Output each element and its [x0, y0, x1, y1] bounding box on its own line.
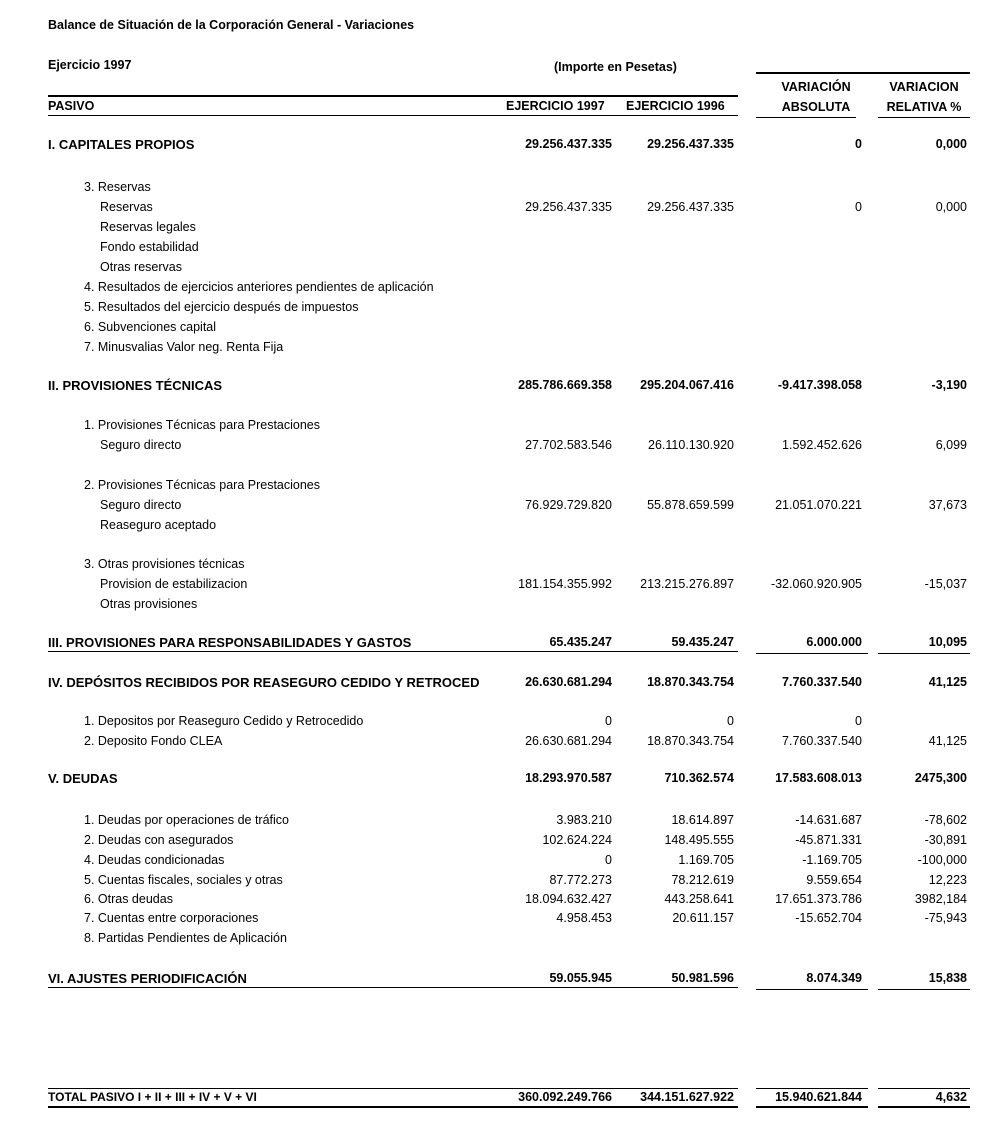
- value-1996-cell: 1.169.705: [678, 853, 734, 867]
- row-label: 2. Deposito Fondo CLEA: [84, 734, 223, 748]
- value-1996-cell: 295.204.067.416: [640, 378, 734, 392]
- variation-absolute-cell: -15.652.704: [795, 911, 862, 925]
- value-1997-cell: 65.435.247: [549, 635, 612, 649]
- row-label: 1. Provisiones Técnicas para Prestaciones: [84, 418, 320, 432]
- row-label: 8. Partidas Pendientes de Aplicación: [84, 931, 287, 945]
- row-label: 6. Otras deudas: [84, 892, 173, 906]
- variation-absolute-cell: 7.760.337.540: [782, 675, 862, 689]
- value-1996-cell: 18.614.897: [671, 813, 734, 827]
- value-1996-cell: 29.256.437.335: [647, 200, 734, 214]
- row-label: 6. Subvenciones capital: [84, 320, 217, 334]
- total-value-1997: 360.092.249.766: [518, 1090, 612, 1104]
- variation-relative-cell: 0,000: [935, 137, 967, 151]
- variation-absolute-cell: -32.060.920.905: [770, 577, 862, 591]
- value-1996-cell: 20.611.157: [672, 911, 734, 925]
- header-var-rel-line2: RELATIVA %: [886, 100, 962, 114]
- variation-header-top-rule: [756, 72, 970, 74]
- value-1996-cell: 78.212.619: [671, 873, 734, 887]
- value-1997-cell: 27.702.583.546: [525, 438, 612, 452]
- header-var-abs-line2: ABSOLUTA: [781, 100, 851, 114]
- variation-absolute-cell: 7.760.337.540: [782, 734, 862, 748]
- variation-relative-cell: -3,190: [931, 378, 967, 392]
- row-label: 5. Resultados del ejercicio después de impuestos: [84, 300, 359, 314]
- row-label: Seguro directo: [100, 438, 182, 452]
- header-var-rel-rule: [878, 117, 970, 118]
- variation-absolute-cell: 17.583.608.013: [775, 771, 862, 785]
- variation-absolute-cell: 0: [855, 200, 862, 214]
- variation-absolute-cell: 21.051.070.221: [775, 498, 862, 512]
- variation-absolute-cell: 6.000.000: [806, 635, 862, 649]
- row-label: 1. Depositos por Reaseguro Cedido y Retrocedido: [84, 714, 364, 728]
- variation-relative-cell: -78,602: [924, 813, 967, 827]
- total-bottom-rule: [48, 1106, 738, 1108]
- value-1997-cell: 26.630.681.294: [525, 734, 612, 748]
- row-label: Reservas: [100, 200, 153, 214]
- value-1996-cell: 59.435.247: [671, 635, 734, 649]
- variation-relative-cell: 41,125: [928, 675, 967, 689]
- variation-relative-cell: 10,095: [928, 635, 967, 649]
- value-1996-cell: 29.256.437.335: [647, 137, 734, 151]
- year-label: Ejercicio 1997: [48, 58, 132, 72]
- value-1996-cell: 50.981.596: [671, 971, 734, 985]
- header-var-abs-line1: VARIACIÓN: [781, 80, 851, 94]
- total-abs-bottom-rule: [756, 1106, 868, 1108]
- section-label: V. DEUDAS: [48, 771, 118, 786]
- row-label: 7. Cuentas entre corporaciones: [84, 911, 259, 925]
- header-var-rel-line1: VARIACION: [889, 80, 959, 94]
- variation-absolute-cell: 8.074.349: [806, 971, 862, 985]
- row-label: 1. Deudas por operaciones de tráfico: [84, 813, 289, 827]
- section-label: III. PROVISIONES PARA RESPONSABILIDADES Y GASTOS: [48, 635, 412, 650]
- value-1997-cell: 76.929.729.820: [525, 498, 612, 512]
- variation-relative-cell: -30,891: [924, 833, 967, 847]
- row-label: Provision de estabilizacion: [100, 577, 248, 591]
- variation-absolute-cell: 17.651.373.786: [775, 892, 862, 906]
- total-rel-top-rule: [878, 1088, 970, 1089]
- variation-relative-cell: -75,943: [924, 911, 967, 925]
- header-bottom-rule: [48, 115, 738, 116]
- value-1997-cell: 26.630.681.294: [525, 675, 612, 689]
- value-1996-cell: 55.878.659.599: [647, 498, 734, 512]
- variation-relative-cell: 15,838: [928, 971, 967, 985]
- variation-relative-cell: 12,223: [928, 873, 967, 887]
- section-iii-underline: [48, 651, 738, 652]
- variation-relative-cell: -100,000: [917, 853, 967, 867]
- section-label: VI. AJUSTES PERIODIFICACIÓN: [48, 971, 247, 986]
- row-label: 3. Otras provisiones técnicas: [84, 557, 245, 571]
- variation-relative-cell: 37,673: [928, 498, 967, 512]
- row-label: Seguro directo: [100, 498, 182, 512]
- variation-absolute-cell: -1.169.705: [802, 853, 862, 867]
- value-1996-cell: 18.870.343.754: [647, 734, 734, 748]
- value-1997-cell: 102.624.224: [542, 833, 612, 847]
- variation-relative-cell: 2475,300: [914, 771, 967, 785]
- total-top-rule: [48, 1088, 738, 1089]
- variation-absolute-cell: 0: [855, 714, 862, 728]
- value-1996-cell: 148.495.555: [664, 833, 734, 847]
- variation-relative-cell: 0,000: [935, 200, 967, 214]
- variation-absolute-cell: -14.631.687: [795, 813, 862, 827]
- document-title: Balance de Situación de la Corporación General - Variaciones: [48, 18, 415, 32]
- value-1997-cell: 87.772.273: [549, 873, 612, 887]
- value-1996-cell: 443.258.641: [664, 892, 734, 906]
- value-1996-cell: 18.870.343.754: [647, 675, 734, 689]
- row-label: 4. Deudas condicionadas: [84, 853, 225, 867]
- variation-relative-cell: 6,099: [935, 438, 967, 452]
- value-1997-cell: 0: [605, 853, 612, 867]
- value-1997-cell: 4.958.453: [556, 911, 612, 925]
- total-variation-absolute: 15.940.621.844: [775, 1090, 862, 1104]
- section-vi-underline: [48, 987, 738, 988]
- header-var-abs-rule: [756, 117, 856, 118]
- total-rel-bottom-rule: [878, 1106, 970, 1108]
- total-value-1996: 344.151.627.922: [640, 1090, 734, 1104]
- row-label: Fondo estabilidad: [100, 240, 199, 254]
- row-label: 7. Minusvalias Valor neg. Renta Fija: [84, 340, 284, 354]
- value-1996-cell: 26.110.130.920: [648, 438, 734, 452]
- value-1997-cell: 285.786.669.358: [518, 378, 612, 392]
- variation-absolute-cell: 9.559.654: [806, 873, 862, 887]
- header-pasivo: PASIVO: [48, 99, 95, 113]
- section-vi-abs-underline: [756, 989, 868, 990]
- value-1996-cell: 213.215.276.897: [640, 577, 734, 591]
- variation-relative-cell: 41,125: [928, 734, 967, 748]
- value-1997-cell: 29.256.437.335: [525, 200, 612, 214]
- row-label: Reaseguro aceptado: [100, 518, 217, 532]
- variation-absolute-cell: 0: [855, 137, 862, 151]
- row-label: Otras provisiones: [100, 597, 198, 611]
- row-label: 4. Resultados de ejercicios anteriores pendientes de aplicación: [84, 280, 434, 294]
- header-top-rule: [48, 95, 738, 97]
- total-label: TOTAL PASIVO I + II + III + IV + V + VI: [48, 1090, 257, 1104]
- value-1997-cell: 18.293.970.587: [525, 771, 612, 785]
- value-1997-cell: 3.983.210: [556, 813, 612, 827]
- row-label: 2. Deudas con asegurados: [84, 833, 234, 847]
- section-iii-rel-underline: [878, 653, 970, 654]
- variation-absolute-cell: -9.417.398.058: [777, 378, 862, 392]
- value-1997-cell: 18.094.632.427: [525, 892, 612, 906]
- row-label: 5. Cuentas fiscales, sociales y otras: [84, 873, 283, 887]
- value-1997-cell: 181.154.355.992: [518, 577, 612, 591]
- variation-absolute-cell: -45.871.331: [795, 833, 862, 847]
- value-1996-cell: 710.362.574: [664, 771, 734, 785]
- section-label: IV. DEPÓSITOS RECIBIDOS POR REASEGURO CEDIDO Y RETROCED: [48, 675, 480, 690]
- header-ejercicio-1996: EJERCICIO 1996: [626, 99, 725, 113]
- total-variation-relative: 4,632: [935, 1090, 967, 1104]
- units-label: (Importe en Pesetas): [554, 60, 677, 74]
- value-1997-cell: 59.055.945: [549, 971, 612, 985]
- row-label: 3. Reservas: [84, 180, 151, 194]
- section-iii-abs-underline: [756, 653, 868, 654]
- variation-relative-cell: -15,037: [924, 577, 967, 591]
- row-label: Otras reservas: [100, 260, 182, 274]
- variation-absolute-cell: 1.592.452.626: [782, 438, 862, 452]
- variation-relative-cell: 3982,184: [914, 892, 967, 906]
- section-label: I. CAPITALES PROPIOS: [48, 137, 195, 152]
- row-label: 2. Provisiones Técnicas para Prestaciones: [84, 478, 320, 492]
- value-1996-cell: 0: [727, 714, 734, 728]
- header-ejercicio-1997: EJERCICIO 1997: [506, 99, 605, 113]
- row-label: Reservas legales: [100, 220, 196, 234]
- value-1997-cell: 29.256.437.335: [525, 137, 612, 151]
- value-1997-cell: 0: [605, 714, 612, 728]
- section-label: II. PROVISIONES TÉCNICAS: [48, 378, 223, 393]
- section-vi-rel-underline: [878, 989, 970, 990]
- total-abs-top-rule: [756, 1088, 868, 1089]
